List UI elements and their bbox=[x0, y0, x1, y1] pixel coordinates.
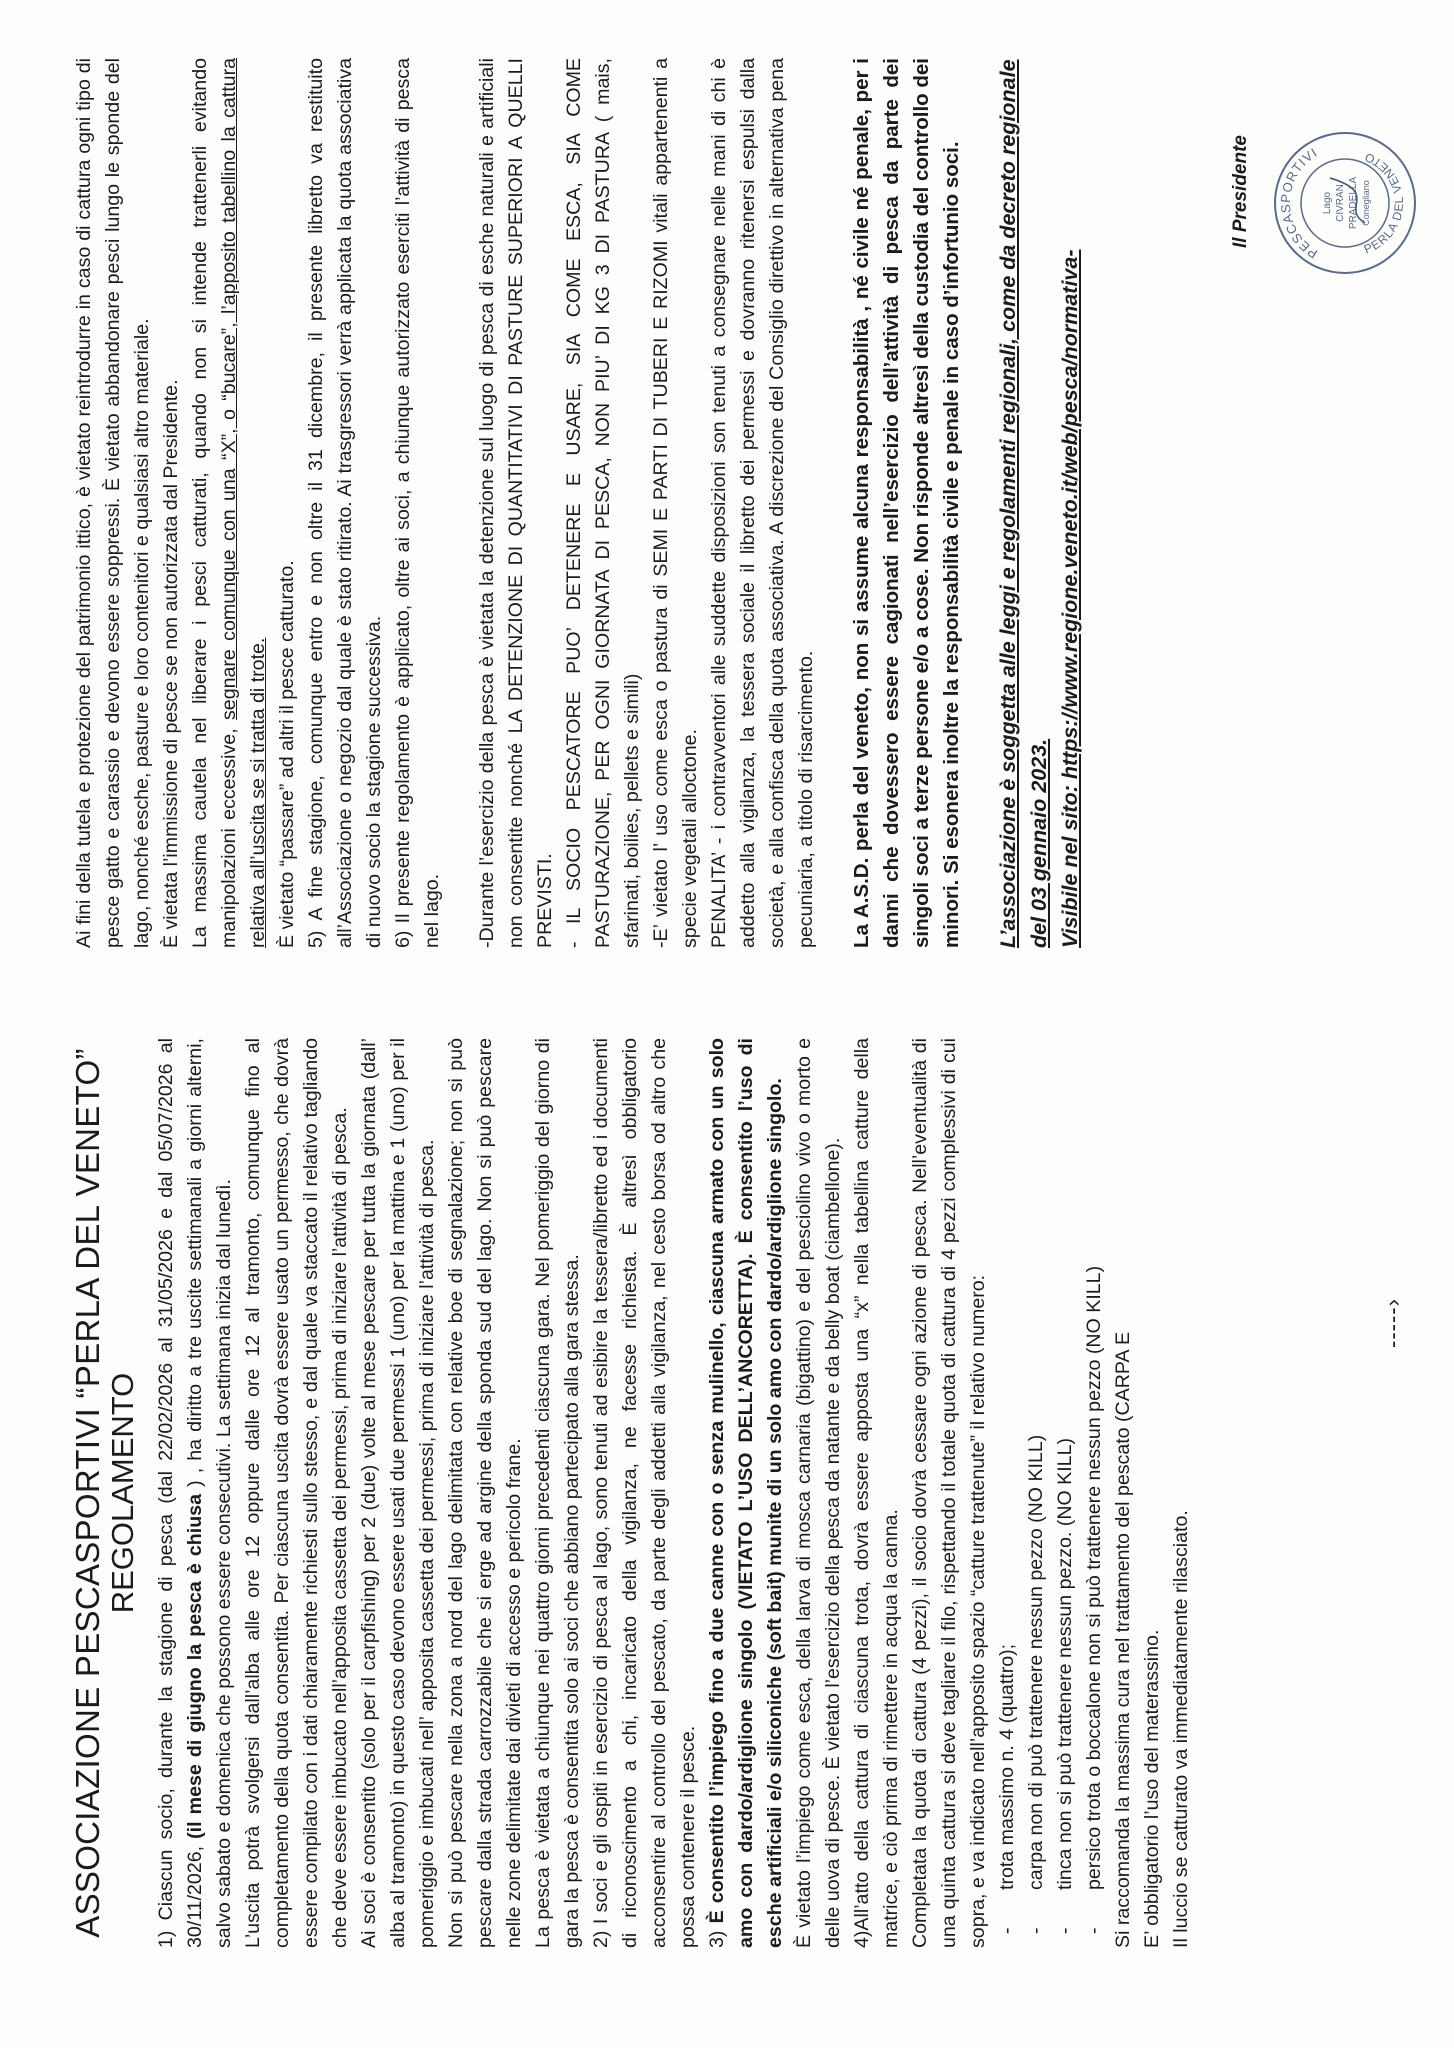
rule-forbidden-bait: È vietato l’impiego come esca, della larva di mosca carnaria (bigattino) e del pesciolino vivo o morto e delle uova di pesce. È vietato l’esercizio della pesca da natante e da belly boat (ciambellone). bbox=[793, 1038, 844, 1948]
svg-text:PESCASPORTIVI bbox=[1278, 144, 1320, 261]
stamp-line1: Lago bbox=[1322, 191, 1333, 215]
right-column bbox=[70, 58, 1086, 948]
regulation-notice: L’associazione è soggetta alle leggi e regolamenti regionali, come da decreto regionale del 03 gennaio 2023. bbox=[996, 59, 1051, 948]
left-column bbox=[70, 1038, 1196, 1948]
list-item: - trota massimo n. 4 (quattro); bbox=[993, 1038, 1022, 1948]
continue-arrow: -----› bbox=[1380, 1298, 1405, 1348]
rule-6-scope: 6) Il presente regolamento è applicato, oltre ai soci, a chiunque autorizzato eserciti l’attività di pesca nel lago. bbox=[392, 58, 443, 948]
stamp-line2: CIVRAN bbox=[1335, 184, 1346, 222]
rule-penalties: PENALITA’ - i contravventori alle suddette disposizioni son tenuti a consegnare nelle mani di chi è addetto alla vigilanza, la tessera sociale il libretto dei permessi e dovranno ritenersi espulsi dalla società, e alla confisca della quota associativa. A discrezione del Consiglio direttivo in alternativa pena pecuniaria, a titolo di risarcimento. bbox=[708, 58, 817, 948]
rule-release-care: La massima cautela nel liberare i pesci catturati, quando non si intende trattenerli evitando manipolazioni eccessive, segnare comunque con una “X”, o “bucare”, l’apposito tabellino la cattura relativa all’uscita se si tratta di trote. bbox=[189, 58, 269, 948]
rule-exit-times: L’uscita potrà svolgersi dall’alba alle ore 12 oppure dalle ore 12 al tramonto, comunque fino al completamento della quota consentita. Per ciascuna uscita dovrà essere usato un permesso, che dovrà essere compilato con i dati chiaramente richiesti sullo stesso, e dal quale va staccato il relativo tagliando che deve essere imbucato nell’apposita cassetta dei permessi, prima di iniziare l’attività di pesca. bbox=[242, 1038, 351, 1948]
rule-2-documents: 2) I soci e gli ospiti in esercizio di pesca al lago, sono tenuti ad esibire la tessera/libretto ed i documenti di riconoscimento a chi, incaricato della vigilanza, ne facesse richiesta. È altresì obbligatorio acconsentire al controllo del pescato, da parte degli addetti alla vigilanza, nel cesto borsa od altro che possa contenere il pesce. bbox=[590, 1038, 699, 1948]
list-item: - tinca non si può trattenere nessun pezzo. (NO KILL) bbox=[1051, 1038, 1080, 1948]
doc-subtitle: REGOLAMENTO bbox=[105, 1372, 140, 1614]
rule-pike: Il luccio se catturato va immediatamente rilasciato. bbox=[1170, 1510, 1192, 1948]
list-item: - carpa non di può trattenere nessun pezzo (NO KILL) bbox=[1022, 1038, 1051, 1948]
stamp-top-text: PESCASPORTIVI bbox=[1277, 144, 1321, 262]
rule-no-passing: È vietato “passare” ad altri il pesce catturato. bbox=[276, 560, 298, 948]
rule-fish-introduction: È vietata l’immissione di pesce se non autorizzata dal Presidente. bbox=[160, 379, 182, 948]
association-stamp bbox=[1270, 128, 1420, 278]
rule-handling: Si raccomanda la massima cura nel trattamento del pescato (CARPA E bbox=[1112, 1331, 1134, 1948]
rule-forbidden-zones: Non si può pescare nella zona a nord del lago delimitata con relative boe di segnalazione; non si può pescare dalla strada carrozzabile che si erge ad argine della sponda sud del lago. Non si può pescare nelle zone delimitate dai divieti di accesso e pericolo frane. bbox=[445, 1038, 525, 1948]
rule-mat: E’ obbligatorio l’uso del materassino. bbox=[1141, 1629, 1163, 1948]
list-item: - persico trota o boccalone non si può trattenere nessun pezzo (NO KILL) bbox=[1080, 1038, 1109, 1948]
rule-4-catch-mark: 4)All’atto della cattura di ciascuna trota, dovrà essere apposta una “x” nella tabellina catture della matrice, e ciò prima di rimettere in acqua la canna. bbox=[851, 1038, 902, 1948]
doc-title: ASSOCIAZIONE PESCASPORTIVI “PERLA DEL VENETO” bbox=[69, 1048, 106, 1938]
rule-alien-seeds: -E’ vietato l’ uso come esca o pastura di SEMI E PARTI DI TUBERI E RIZOMI vitali appartenenti a specie vegetali alloctone. bbox=[650, 58, 701, 948]
president-signature-label: Il Presidente bbox=[1230, 135, 1251, 248]
rule-bait-detention: -Durante l’esercizio della pesca è vietata la detenzione sul luogo di pesca di esche naturali e artificiali non consentite nonché LA DETENZIONE DI QUANTITATIVI DI PASTURE SUPERIORI A QUELLI PREVISTI. bbox=[476, 58, 556, 948]
rule-1: 1) Ciascun socio, durante la stagione di pesca (dal 22/02/2026 al 31/05/2026 e dal 05/07/2026 al 30/11/2026, (il mese di giugno la pesca è chiusa ) , ha diritto a tre uscite settimanali a giorni alterni, salvo sabato e domenica che possono essere consecutivi. La settimana inizia dal lunedì. bbox=[155, 1038, 235, 1948]
catch-limits-list bbox=[993, 1038, 1109, 1948]
website-notice: Visibile nel sito: https://www.regione.veneto.it/web/pesca/normativa- bbox=[1058, 249, 1082, 948]
rule-5-return-booklet: 5) A fine stagione, comunque entro e non oltre il 31 dicembre, il presente libretto va restituito all’Associazione o negozio dal quale è stato ritirato. Ai trasgressori verrà applicata la quota associativa di nuovo socio la stagione successiva. bbox=[305, 58, 385, 948]
stamp-line3: PRADELLA bbox=[1348, 176, 1359, 230]
liability-disclaimer: La A.S.D. perla del veneto, non si assume alcuna responsabilità , né civile né penale, per i danni che dovessero essere cagionati nell’esercizio dell’attività di pesca da parte dei singoli soci a terze persone e/o a cose. Non risponde altresì della custodia del controllo dei minori. Si esonera inoltre la responsabilità civile e penale in caso d’infortunio soci. bbox=[850, 58, 963, 948]
stamp-bottom-text: PERLA DEL VENETO bbox=[1361, 149, 1407, 257]
rule-3-rods: 3) È consentito l’impiego fino a due canne con o senza mulinello, ciascuna armato con un solo amo con dardo/ardiglione singolo (VIETATO L’USO DELL’ANCORETTA). È consentito l’uso di esche artificiali e/o siliconiche (soft bait) munite di un solo amo con dardo/ardiglione singolo. bbox=[706, 1038, 786, 1948]
stamp-line4: Conegliano bbox=[1361, 180, 1371, 226]
rule-catfish: Ai fini della tutela e protezione del patrimonio ittico, è vietato reintrodurre in caso di cattura ogni tipo di pesce gatto e carassio e devono essere soppressi. È vietato abbandonare pesci lungo le sponde del lago, nonché esche, pasture e loro contenitori e qualsiasi altro materiale. bbox=[73, 58, 153, 948]
rule-bait-quantity: - IL SOCIO PESCATORE PUO’ DETENERE E USARE, SIA COME ESCA, SIA COME PASTURAZIONE, PER OGNI GIORNATA DI PESCA, NON PIU’ DI KG 3 DI PASTURA ( mais, sfarinati, boilies, pellets e simili) bbox=[563, 58, 643, 948]
rule-carpfishing: Ai soci è consentito (solo per il carpfishing) per 2 (due) volte al mese pescare per tutta la giornata (dall’ alba al tramonto) in questo caso devono essere usati due permessi 1 (uno) per la mattina e 1 (uno) per il pomeriggio e imbucati nell’ apposita cassetta dei permessi, prima di iniziare l’attività di pesca. bbox=[358, 1038, 438, 1948]
rule-catch-quota: Completata la quota di cattura (4 pezzi), il socio dovrà cessare ogni azione di pesca. Nell’eventualità di una quinta cattura si deve tagliare il filo, rispettando il totale quota di cattura di 4 pezzi complessivi di cui sopra, e va indicato nell’apposito spazio “catture trattenute” il relativo numero: bbox=[909, 1038, 989, 1948]
rule-competition-days: La pesca è vietata a chiunque nei quattro giorni precedenti ciascuna gara. Nel pomeriggio del giorno di gara la pesca è consentita solo ai soci che abbiano partecipato alla gara stessa. bbox=[532, 1038, 583, 1948]
